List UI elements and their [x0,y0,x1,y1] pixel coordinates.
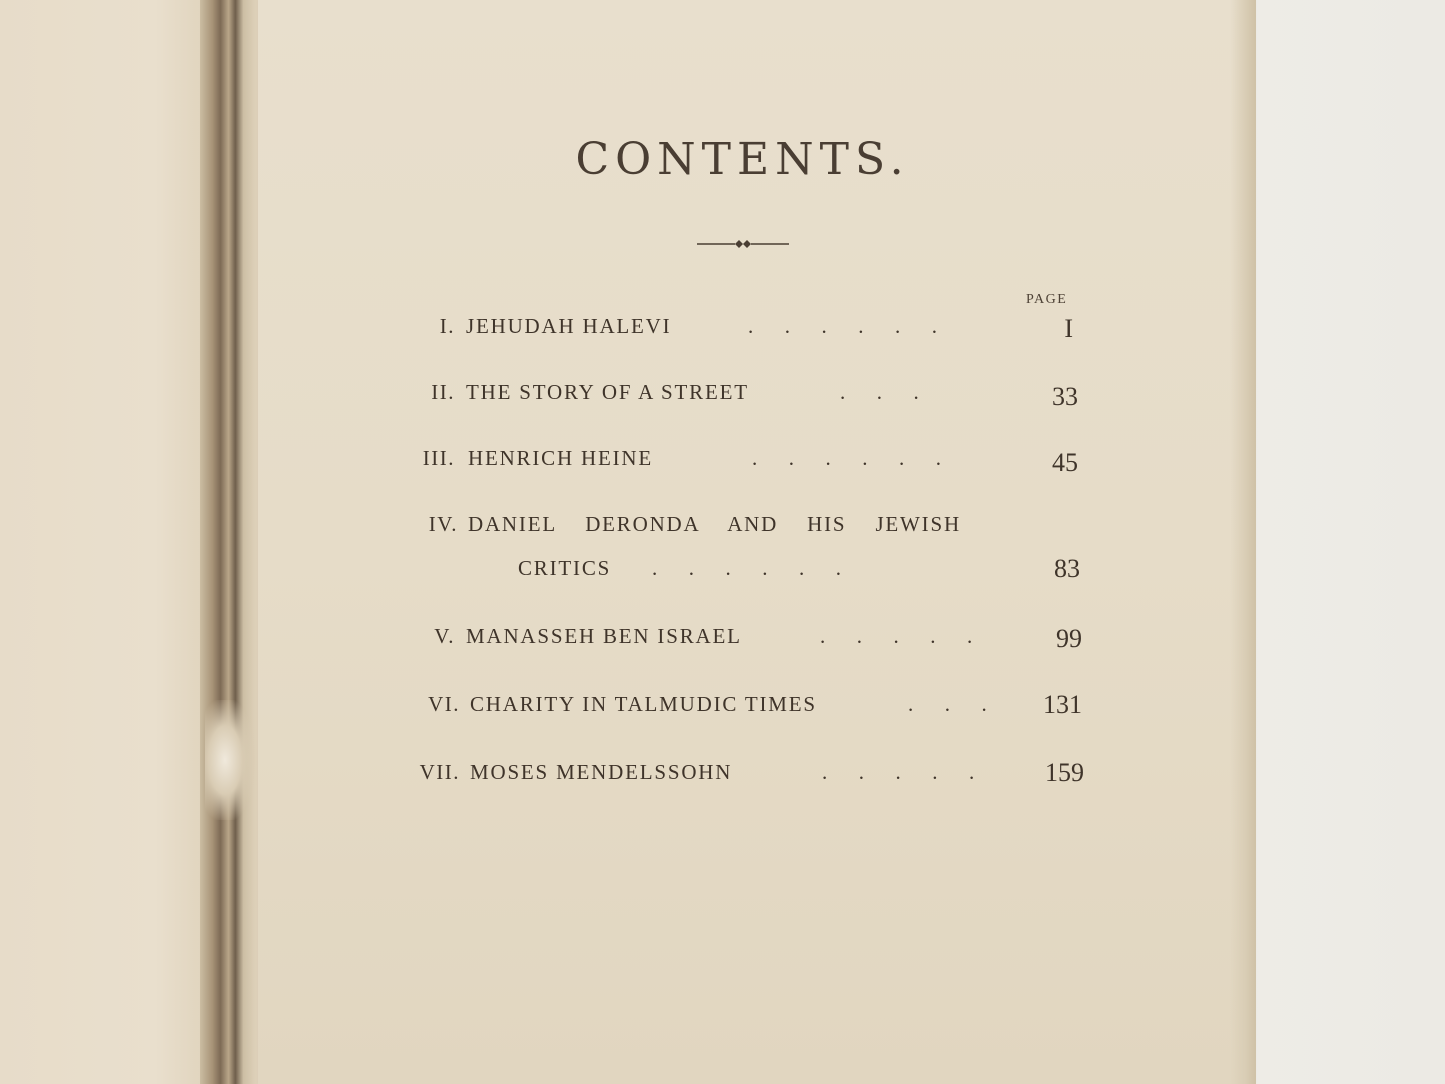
toc-entry [0,444,1100,484]
page-number: I [1064,314,1073,343]
chapter-number: VII. [419,760,460,784]
chapter-title: DANIEL DERONDA AND HIS JEWISH [468,512,961,536]
toc-entry [0,378,1100,418]
toc-entry [0,690,1100,730]
dot-leader: . . . . . . [748,314,937,338]
toc-entry [0,312,1100,352]
chapter-number: IV. [428,512,458,536]
dot-leader: . . . . . [820,624,973,648]
dot-leader: . . . [908,692,987,716]
contents-heading: CONTENTS. [575,134,910,185]
dot-leader: . . . . . . [652,556,841,580]
chapter-number: V. [434,624,455,648]
page-number: 131 [1043,690,1082,719]
chapter-title: CHARITY IN TALMUDIC TIMES [470,692,817,716]
chapter-number: VI. [428,692,460,716]
chapter-title: THE STORY OF A STREET [466,380,749,404]
chapter-title: HENRICH HEINE [468,446,653,470]
page-number: 159 [1045,758,1084,787]
chapter-title: JEHUDAH HALEVI [466,314,672,338]
dot-leader: . . . . . . [752,446,941,470]
chapter-title: MOSES MENDELSSOHN [470,760,733,784]
page-number: 83 [1054,554,1080,583]
dot-leader: . . . . . [822,760,975,784]
ornament-divider-icon [697,236,789,252]
page-number: 99 [1056,624,1082,653]
page-number: 45 [1052,448,1078,477]
chapter-number: III. [422,446,455,470]
chapter-title-continued: CRITICS [518,556,612,580]
toc-entry [0,622,1100,662]
chapter-number: I. [439,314,455,338]
dot-leader: . . . [840,380,919,404]
page-column-label: PAGE [1026,292,1068,307]
toc-entry [0,758,1100,798]
chapter-number: II. [431,380,455,404]
chapter-title: MANASSEH BEN ISRAEL [466,624,742,648]
toc-entry [0,510,1100,600]
page-number: 33 [1052,382,1078,411]
